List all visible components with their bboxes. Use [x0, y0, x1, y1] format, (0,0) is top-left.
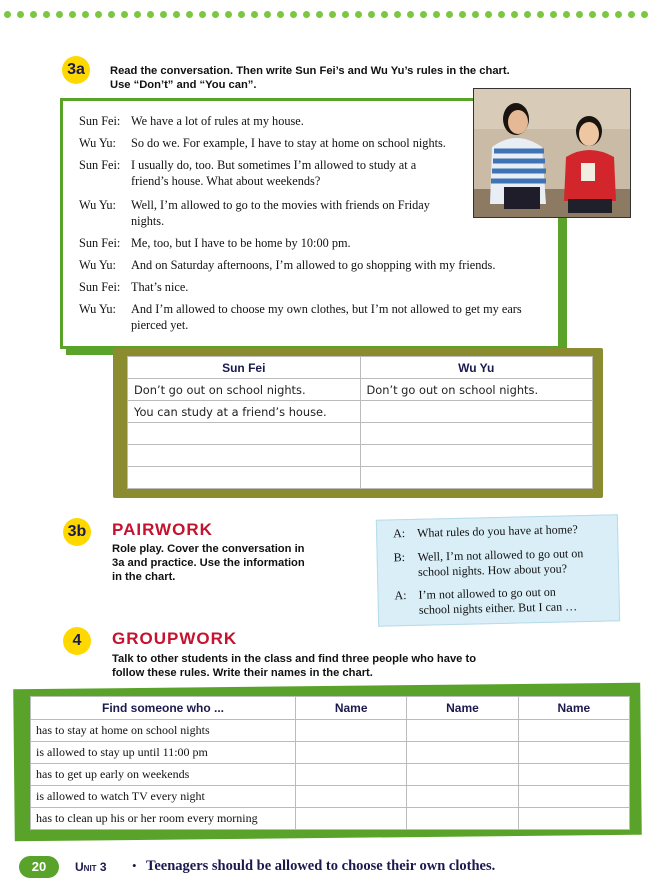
- border-dot: [485, 11, 492, 18]
- border-dot: [290, 11, 297, 18]
- instruction-4-line1: Talk to other students in the class and find three people who have to: [112, 653, 477, 665]
- groupwork-name-cell[interactable]: [296, 808, 407, 830]
- groupwork-row: [31, 808, 630, 830]
- border-dot: [381, 11, 388, 18]
- exercise-number-4: 4: [63, 627, 91, 655]
- header-name-1: Name: [296, 697, 407, 720]
- groupwork-row: [31, 720, 630, 742]
- groupwork-row: [31, 764, 630, 786]
- border-dot: [368, 11, 375, 18]
- dialogue-line: What rules do you have at home?: [416, 522, 578, 540]
- dialogue-line: Well, I’m not allowed to go out on: [417, 546, 584, 564]
- groupwork-rule-cell: has to clean up his or her room every morning: [31, 808, 296, 830]
- border-dot: [199, 11, 206, 18]
- groupwork-name-cell[interactable]: [407, 764, 518, 786]
- border-dot: [160, 11, 167, 18]
- dialogue-utterance: [418, 583, 619, 618]
- exercise-number-3a: 3a: [62, 56, 90, 84]
- sun-fei-rule-cell[interactable]: [128, 467, 361, 489]
- sun-fei-rule-cell[interactable]: You can study at a friend’s house.: [128, 401, 361, 423]
- border-dot: [615, 11, 622, 18]
- unit-title: Teenagers should be allowed to choose their own clothes.: [146, 858, 496, 874]
- border-dot: [498, 11, 505, 18]
- groupwork-name-cell[interactable]: [407, 720, 518, 742]
- speaker-name: Wu Yu:: [79, 258, 116, 272]
- groupwork-name-cell[interactable]: [296, 786, 407, 808]
- border-dot: [589, 11, 596, 18]
- pairwork-dialogue: [377, 515, 617, 617]
- border-dot: [147, 11, 154, 18]
- utterance-line: And I’m allowed to choose my own clothes, but I’m not allowed to get my ears: [131, 302, 522, 316]
- wu-yu-rule-cell[interactable]: [360, 401, 593, 423]
- border-dot: [537, 11, 544, 18]
- border-dot: [277, 11, 284, 18]
- photo-illustration: [474, 89, 630, 217]
- utterance-line: Well, I’m allowed to go to the movies with friends on Friday: [131, 198, 430, 212]
- sun-fei-rule-cell[interactable]: [128, 423, 361, 445]
- border-dot: [108, 11, 115, 18]
- top-dot-border: [0, 8, 650, 20]
- speaker-name: Wu Yu:: [79, 136, 116, 150]
- dialogue-speaker: B:: [393, 550, 406, 565]
- speaker-name: Wu Yu:: [79, 198, 116, 212]
- groupwork-name-cell[interactable]: [296, 764, 407, 786]
- speaker-name: Sun Fei:: [79, 236, 121, 250]
- photo-two-girls: [473, 88, 631, 218]
- border-dot: [394, 11, 401, 18]
- dialogue-line: school nights either. But I can …: [418, 599, 578, 617]
- instruction-3b-line1: Role play. Cover the conversation in: [112, 543, 305, 555]
- border-dot: [17, 11, 24, 18]
- instruction-3a-line2: Use “Don’t” and “You can”.: [110, 79, 257, 91]
- border-dot: [433, 11, 440, 18]
- exercise-number-3b: 3b: [63, 518, 91, 546]
- border-dot: [329, 11, 336, 18]
- utterance: [131, 257, 541, 273]
- rules-chart-row: [128, 423, 593, 445]
- border-dot: [212, 11, 219, 18]
- border-dot: [511, 11, 518, 18]
- border-dot: [641, 11, 648, 18]
- groupwork-row: [31, 786, 630, 808]
- dialogue-speaker: A:: [394, 588, 407, 603]
- speaker-name: Sun Fei:: [79, 158, 121, 172]
- border-dot: [225, 11, 232, 18]
- header-wu-yu: Wu Yu: [360, 357, 593, 379]
- border-dot: [342, 11, 349, 18]
- border-dot: [30, 11, 37, 18]
- footer-bullet: •: [132, 858, 137, 873]
- border-dot: [43, 11, 50, 18]
- header-find-someone: Find someone who ...: [31, 697, 296, 720]
- utterance: [131, 235, 541, 251]
- border-dot: [563, 11, 570, 18]
- dialogue-line: I’m not allowed to go out on: [418, 584, 556, 602]
- dialogue-utterance: [417, 521, 617, 541]
- rules-chart: [127, 356, 593, 489]
- border-dot: [303, 11, 310, 18]
- sun-fei-rule-cell[interactable]: Don’t go out on school nights.: [128, 379, 361, 401]
- header-name-3: Name: [518, 697, 629, 720]
- border-dot: [446, 11, 453, 18]
- wu-yu-rule-cell[interactable]: [360, 423, 593, 445]
- instruction-3b-line3: in the chart.: [112, 571, 176, 583]
- unit-label: Unit 3: [75, 860, 107, 874]
- groupwork-header-row: [31, 697, 630, 720]
- utterance-line: We have a lot of rules at my house.: [131, 114, 304, 128]
- groupwork-heading: GROUPWORK: [112, 629, 238, 648]
- groupwork-name-cell[interactable]: [407, 808, 518, 830]
- groupwork-table: [30, 696, 630, 830]
- border-dot: [628, 11, 635, 18]
- rules-chart-row: [128, 445, 593, 467]
- border-dot: [238, 11, 245, 18]
- border-dot: [524, 11, 531, 18]
- pairwork-dialogue-box: [376, 514, 620, 626]
- border-dot: [82, 11, 89, 18]
- groupwork-name-cell[interactable]: [518, 720, 629, 742]
- speaker-name: Sun Fei:: [79, 114, 121, 128]
- border-dot: [459, 11, 466, 18]
- rules-chart-header-row: [128, 357, 593, 379]
- instruction-3b: [112, 542, 305, 584]
- instruction-3a: [110, 64, 510, 92]
- utterance: [131, 279, 541, 295]
- rules-chart-row: [128, 401, 593, 423]
- speaker-name: Sun Fei:: [79, 280, 121, 294]
- border-dot: [4, 11, 11, 18]
- dialogue-utterance: [418, 545, 619, 580]
- border-dot: [186, 11, 193, 18]
- border-dot: [602, 11, 609, 18]
- instruction-4: [112, 652, 476, 680]
- groupwork-name-cell[interactable]: [518, 742, 629, 764]
- utterance: [131, 301, 541, 333]
- utterance-line: That’s nice.: [131, 280, 189, 294]
- border-dot: [121, 11, 128, 18]
- dialogue-speaker: A:: [392, 526, 406, 541]
- border-dot: [95, 11, 102, 18]
- border-dot: [56, 11, 63, 18]
- sun-fei-rule-cell[interactable]: [128, 445, 361, 467]
- border-dot: [420, 11, 427, 18]
- groupwork-name-cell[interactable]: [296, 742, 407, 764]
- header-name-2: Name: [407, 697, 518, 720]
- utterance-line: friend’s house. What about weekends?: [131, 174, 321, 188]
- border-dot: [264, 11, 271, 18]
- speaker-name: Wu Yu:: [79, 302, 116, 316]
- border-dot: [576, 11, 583, 18]
- groupwork-rule-cell: is allowed to stay up until 11:00 pm: [31, 742, 296, 764]
- groupwork-rule-cell: is allowed to watch TV every night: [31, 786, 296, 808]
- utterance-line: And on Saturday afternoons, I’m allowed to go shopping with my friends.: [131, 258, 496, 272]
- groupwork-row: [31, 742, 630, 764]
- utterance-line: Me, too, but I have to be home by 10:00 pm.: [131, 236, 351, 250]
- instruction-4-line2: follow these rules. Write their names in the chart.: [112, 667, 373, 679]
- header-sun-fei: Sun Fei: [128, 357, 361, 379]
- utterance-line: nights.: [131, 214, 165, 228]
- border-dot: [69, 11, 76, 18]
- rules-chart-row: [128, 467, 593, 489]
- dialogue-line: school nights. How about you?: [417, 561, 568, 579]
- groupwork-table-body: [31, 720, 630, 830]
- groupwork-rule-cell: has to get up early on weekends: [31, 764, 296, 786]
- page-number: 20: [19, 856, 59, 878]
- groupwork-rule-cell: has to stay at home on school nights: [31, 720, 296, 742]
- border-dot: [134, 11, 141, 18]
- border-dot: [355, 11, 362, 18]
- groupwork-name-cell[interactable]: [407, 742, 518, 764]
- utterance-line: So do we. For example, I have to stay at home on school nights.: [131, 136, 446, 150]
- border-dot: [173, 11, 180, 18]
- utterance-line: I usually do, too. But sometimes I’m allowed to study at a: [131, 158, 417, 172]
- utterance-line: pierced yet.: [131, 318, 189, 332]
- rules-chart-body: [128, 379, 593, 489]
- border-dot: [550, 11, 557, 18]
- groupwork-name-cell[interactable]: [518, 786, 629, 808]
- wu-yu-rule-cell[interactable]: Don’t go out on school nights.: [360, 379, 593, 401]
- groupwork-name-cell[interactable]: [518, 808, 629, 830]
- rules-chart-row: [128, 379, 593, 401]
- border-dot: [472, 11, 479, 18]
- wu-yu-rule-cell[interactable]: [360, 445, 593, 467]
- groupwork-name-cell[interactable]: [296, 720, 407, 742]
- instruction-3a-line1: Read the conversation. Then write Sun Fei’s and Wu Yu’s rules in the chart.: [110, 65, 510, 77]
- pairwork-heading: PAIRWORK: [112, 520, 213, 539]
- wu-yu-rule-cell[interactable]: [360, 467, 593, 489]
- groupwork-name-cell[interactable]: [518, 764, 629, 786]
- border-dot: [407, 11, 414, 18]
- border-dot: [251, 11, 258, 18]
- border-dot: [316, 11, 323, 18]
- instruction-3b-line2: 3a and practice. Use the information: [112, 557, 305, 569]
- groupwork-name-cell[interactable]: [407, 786, 518, 808]
